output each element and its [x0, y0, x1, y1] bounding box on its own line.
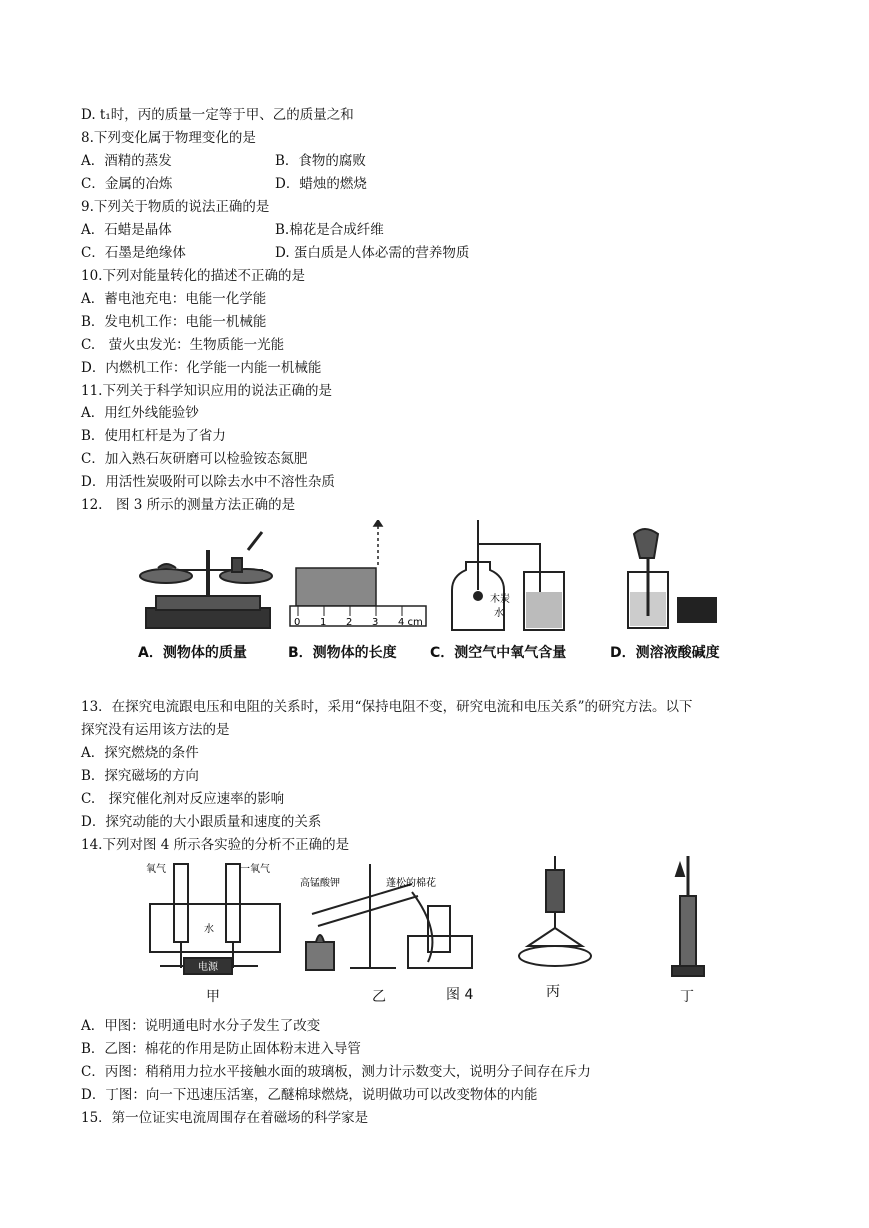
q15-stem: 15．第一位证实电流周围存在着磁场的科学家是	[81, 1110, 369, 1126]
q11-option-c: C．加入熟石灰研磨可以检验铵态氮肥	[81, 451, 308, 467]
q8-stem: 8.下列变化属于物理变化的是	[81, 130, 256, 146]
label-kmno4: 高锰酸钾	[300, 878, 340, 889]
q10-stem: 10.下列对能量转化的描述不正确的是	[81, 268, 305, 284]
label-oxygen-2: 一氧气	[240, 864, 270, 875]
ruler-tick-0: 0	[294, 617, 301, 628]
q11-option-b: B．使用杠杆是为了省力	[81, 428, 226, 444]
q14-option-d: D．丁图：向一下迅速压活塞，乙醚棉球燃烧，说明做功可以改变物体的内能	[81, 1087, 538, 1103]
q14-option-b: B．乙图：棉花的作用是防止固体粉末进入导管	[81, 1041, 361, 1057]
q11-stem: 11.下列关于科学知识应用的说法正确的是	[81, 383, 332, 399]
q14-option-c: C．丙图：稍稍用力拉水平接触水面的玻璃板，测力计示数变大，说明分子间存在斥力	[81, 1064, 591, 1080]
label-cotton: 蓬松的棉花	[386, 878, 436, 889]
panel-label-ding: 丁	[680, 989, 694, 1005]
ruler-tick-1: 1	[320, 617, 327, 628]
q13-option-b: B．探究磁场的方向	[81, 768, 199, 784]
panel-label-yi: 乙	[372, 989, 386, 1005]
q12-stem: 12. 图 3 所示的测量方法正确的是	[81, 497, 296, 513]
q9-option-b: B.棉花是合成纤维	[275, 222, 384, 238]
beaker-icon	[628, 529, 716, 628]
flask-icon	[452, 520, 564, 630]
q14-option-a: A．甲图：说明通电时水分子发生了改变	[81, 1018, 321, 1034]
ruler-tick-2: 2	[346, 617, 353, 628]
q7-option-d: D. t₁时，丙的质量一定等于甲、乙的质量之和	[81, 107, 354, 123]
q13-option-a: A．探究燃烧的条件	[81, 745, 199, 761]
q8-option-a: A．酒精的蒸发	[81, 153, 172, 169]
label-power: 电源	[198, 962, 218, 973]
panel-label-jia: 甲	[206, 989, 220, 1005]
fig3-caption-d: D．测溶液酸碱度	[610, 645, 720, 661]
q9-option-d: D. 蛋白质是人体必需的营养物质	[275, 245, 470, 261]
q13-stem-line2: 探究没有运用该方法的是	[81, 722, 230, 738]
q9-option-a: A．石蜡是晶体	[81, 222, 172, 238]
q8-option-c: C．金属的冶炼	[81, 176, 173, 192]
q13-option-c: C. 探究催化剂对反应速率的影响	[81, 791, 285, 807]
ruler-icon	[290, 520, 426, 626]
q8-option-b: B．食物的腐败	[275, 153, 366, 169]
fig3-caption-a: A．测物体的质量	[138, 645, 247, 661]
ruler-tick-4: 4 cm	[398, 617, 423, 628]
label-water-fig4: 水	[204, 924, 214, 935]
piston-tube-icon	[672, 856, 704, 976]
panel-label-bing: 丙	[546, 984, 560, 1000]
label-oxygen: 氧气	[146, 864, 166, 875]
q10-option-b: B．发电机工作：电能一机械能	[81, 314, 267, 330]
figure-4	[140, 856, 720, 1006]
spring-scale-icon	[519, 856, 591, 966]
fig4-caption: 图 4	[446, 987, 474, 1003]
q9-stem: 9.下列关于物质的说法正确的是	[81, 199, 270, 215]
fig3-caption-c: C．测空气中氧气含量	[430, 645, 567, 661]
ruler-tick-3: 3	[372, 617, 379, 628]
q9-option-c: C．石墨是绝缘体	[81, 245, 186, 261]
figure-3	[128, 520, 748, 670]
q13-option-d: D．探究动能的大小跟质量和速度的关系	[81, 814, 322, 830]
q11-option-a: A．用红外线能验钞	[81, 405, 199, 421]
electrolysis-icon	[150, 864, 280, 974]
figure-4-drawing	[140, 856, 720, 1006]
q8-option-d: D．蜡烛的燃烧	[275, 176, 367, 192]
label-water: 水	[494, 608, 504, 619]
q14-stem: 14.下列对图 4 所示各实验的分析不正确的是	[81, 837, 350, 853]
balance-icon	[140, 532, 272, 628]
q10-option-c: C. 萤火虫发光：生物质能一光能	[81, 337, 285, 353]
q13-stem-line1: 13．在探究电流跟电压和电阻的关系时，采用“保持电阻不变，研究电流和电压关系”的研究方法。以下	[81, 699, 693, 715]
q10-option-d: D．内燃机工作：化学能一内能一机械能	[81, 360, 322, 376]
q11-option-d: D．用活性炭吸附可以除去水中不溶性杂质	[81, 474, 335, 490]
label-carbon: 木炭	[490, 594, 510, 605]
q10-option-a: A．蓄电池充电：电能一化学能	[81, 291, 267, 307]
fig3-caption-b: B．测物体的长度	[288, 645, 397, 661]
